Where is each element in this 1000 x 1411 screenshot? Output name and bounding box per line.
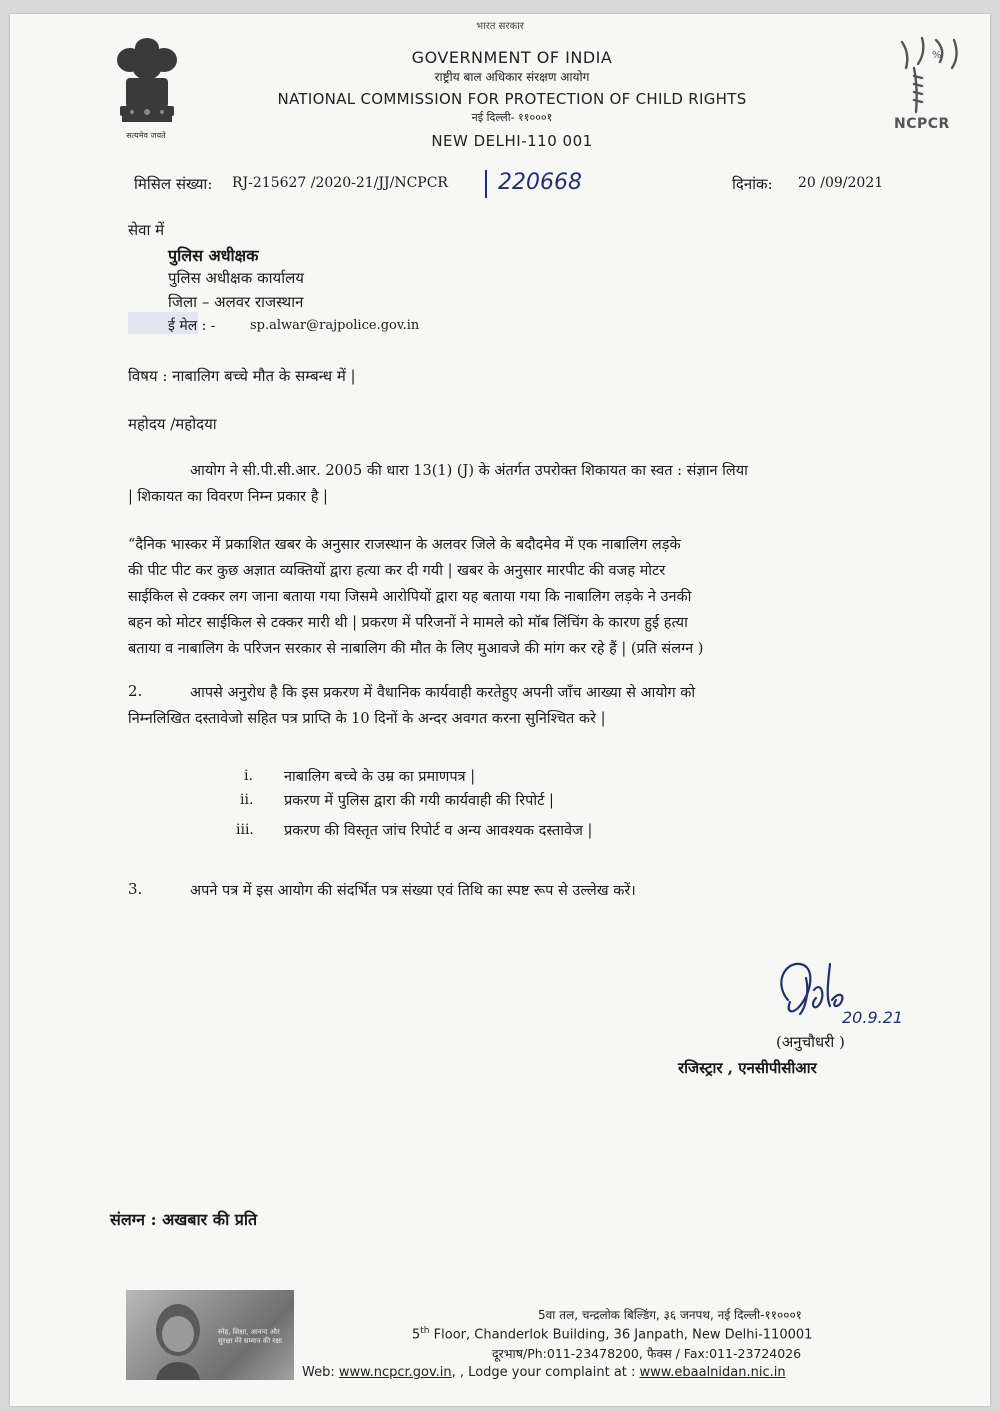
list-item-number: ii. xyxy=(240,792,254,808)
header-commission: NATIONAL COMMISSION FOR PROTECTION OF CHILD RIGHTS xyxy=(277,90,747,108)
para2-line2: निम्नलिखित दस्तावेजो सहित पत्र प्राप्ति के 10 दिनों के अन्दर अवगत करना सुनिश्चित करे | xyxy=(128,711,606,727)
footer-address xyxy=(412,1326,812,1342)
quote-line3: साईकिल से टक्कर लग जाना बताया गया जिसमे आरोपियों द्वारा यह बताया गया कि नाबालिग लड़के ने उनकी xyxy=(128,589,692,605)
quote-line1: “दैनिक भास्कर में प्रकाशित खबर के अनुसार राजस्थान के अलवर जिले के बदौदमेव में एक नाबालिग लड़के xyxy=(128,537,681,553)
footer-web xyxy=(302,1365,786,1380)
quote-line5: बताया व नाबालिग के परिजन सरकार से नाबालिग की मौत के लिए मुआवजे की मांग कर रहे हैं | (प्रति संलग्न ) xyxy=(128,641,704,657)
signatory-name: (अनुचौधरी ) xyxy=(776,1033,845,1051)
enclosure: संलग्न : अखबार की प्रति xyxy=(110,1210,258,1229)
header-city-hindi: नई दिल्ली- ११०००१ xyxy=(471,111,553,124)
para3-number: 3. xyxy=(128,880,143,898)
footer-address-post: Floor, Chanderlok Building, 36 Janpath, New Delhi-110001 xyxy=(429,1327,813,1343)
list-item-text: प्रकरण में पुलिस द्वारा की गयी कार्यवाही की रिपोर्ट | xyxy=(284,793,554,809)
footer-web-label: Web: xyxy=(302,1365,335,1380)
header-city: NEW DELHI-110 001 xyxy=(431,132,593,150)
quote-line4: बहन को मोटर साईकिल से टक्कर मारी थी | प्रकरण में परिजनों ने मामले को मॉब लिंचिंग के कारण हुई हत्या xyxy=(128,615,688,631)
header-commission-hindi: राष्ट्रीय बाल अधिकार संरक्षण आयोग xyxy=(434,70,590,84)
letter-page xyxy=(10,14,990,1406)
footer-photo xyxy=(126,1290,294,1380)
header-hindi-top: भारत सरकार xyxy=(476,21,524,32)
para3-text: अपने पत्र में इस आयोग की संदर्भित पत्र संख्या एवं तिथि का स्पष्ट रूप से उल्लेख करें। xyxy=(190,883,636,899)
quote-line2: की पीट पीट कर कुछ अज्ञात व्यक्तियों द्वारा हत्या कर दी गयी | खबर के अनुसार मारपीट की वजह मोटर xyxy=(128,563,666,579)
recipient-district: जिला – अलवर राजस्थान xyxy=(168,293,304,311)
header-government: GOVERNMENT OF INDIA xyxy=(411,48,613,67)
signatory-designation: रजिस्ट्रार , एनसीपीसीआर xyxy=(678,1059,817,1077)
letter-date: 20 /09/2021 xyxy=(798,175,884,191)
reference-number: RJ-215627 /2020-21/JJ/NCPCR xyxy=(232,175,448,191)
email-label: ई मेल : - xyxy=(168,318,216,334)
email-address: sp.alwar@rajpolice.gov.in xyxy=(250,318,420,333)
para1-line1: आयोग ने सी.पी.सी.आर. 2005 की धारा 13(1) (J) के अंतर्गत उपरोक्त शिकायत का स्वत : संज्ञान लिया xyxy=(190,463,748,479)
svg-text:%: % xyxy=(932,50,942,61)
para1-line2: | शिकायत का विवरण निम्न प्रकार है | xyxy=(128,489,328,505)
list-item-number: iii. xyxy=(236,822,254,838)
list-item-text: प्रकरण की विस्तृत जांच रिपोर्ट व अन्य आवश्यक दस्तावेज | xyxy=(284,823,593,839)
recipient-to: सेवा में xyxy=(128,221,165,239)
date-label: दिनांक: xyxy=(732,175,773,193)
subject-line: विषय : नाबालिग बच्चे मौत के सम्बन्ध में | xyxy=(128,367,356,385)
reference-label: मिसिल संख्या: xyxy=(134,175,213,193)
recipient-office: पुलिस अधीक्षक कार्यालय xyxy=(168,269,304,287)
footer-lodge-text: , , Lodge your complaint at : xyxy=(451,1365,636,1380)
ncpcr-logo-text: NCPCR xyxy=(894,116,950,132)
emblem-caption: सत्यमेव जयते xyxy=(126,131,166,140)
salutation: महोदय /महोदया xyxy=(128,415,217,433)
recipient-title: पुलिस अधीक्षक xyxy=(168,246,259,265)
handwritten-signature-date: 20.9.21 xyxy=(842,1008,904,1027)
para2-line1: आपसे अनुरोध है कि इस प्रकरण में वैधानिक कार्यवाही करतेहुए अपनी जाँच आख्या से आयोग को xyxy=(190,685,696,701)
handwritten-number: 220668 xyxy=(498,170,582,195)
footer-address-sup: th xyxy=(420,1326,430,1336)
reference-divider xyxy=(485,170,487,198)
ebaalnidan-link[interactable]: www.ebaalnidan.nic.in xyxy=(639,1365,786,1380)
ncpcr-website-link[interactable]: www.ncpcr.gov.in xyxy=(338,1365,452,1380)
list-item-number: i. xyxy=(244,768,253,784)
footer-address-pre: 5 xyxy=(412,1327,421,1343)
footer-address-hindi: 5वा तल, चन्द्रलोक बिल्डिंग, ३६ जनपथ, नई दिल्ली-११०००१ xyxy=(538,1308,802,1322)
list-item-text: नाबालिग बच्चे के उम्र का प्रमाणपत्र | xyxy=(284,769,476,785)
para2-number: 2. xyxy=(128,682,143,700)
footer-phone: दूरभाष/Ph:011-23478200, फैक्स / Fax:011-23724026 xyxy=(492,1346,802,1361)
footer-photo-caption: स्नेह, शिक्षा, आनन्द और सुरक्षा मेरे सम्मान की रक्षा xyxy=(218,1328,282,1345)
